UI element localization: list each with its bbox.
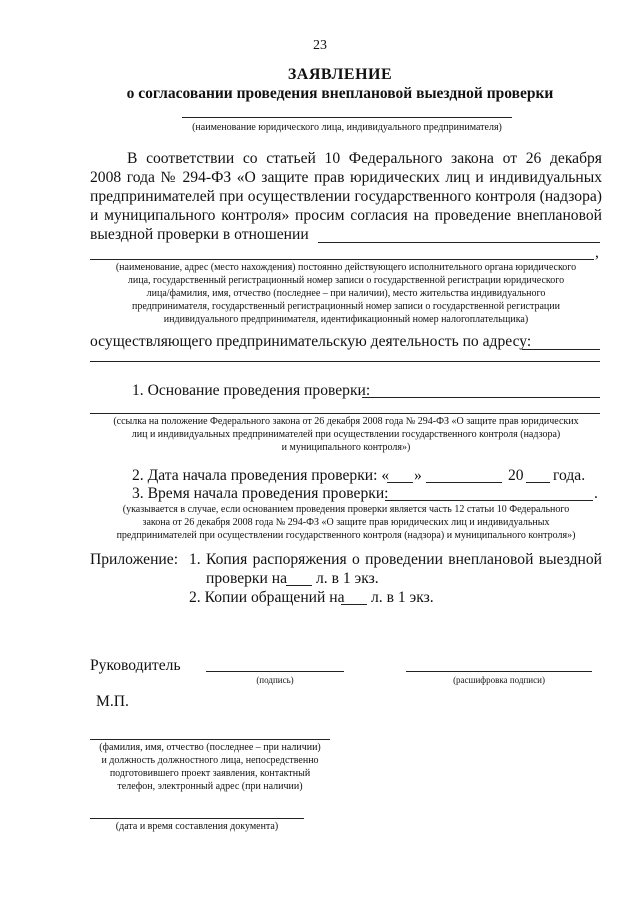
preparer-caption-1: (фамилия, имя, отчество (последнее – при наличии) xyxy=(99,742,321,753)
intro-line-3: предпринимателей при осуществлении государственного контроля (надзора) xyxy=(90,188,602,205)
start-year-prefix: 20 xyxy=(508,467,524,484)
target-caption-1: (наименование, адрес (место нахождения) постоянно действующего исполнительного органа юридического xyxy=(115,262,577,273)
start-date-label: 2. Дата начала проведения проверки: « xyxy=(132,467,390,484)
applicant-name-caption: (наименование юридического лица, индивидуального предпринимателя) xyxy=(192,122,502,133)
address-input-line-1[interactable] xyxy=(522,349,600,350)
page-number: 23 xyxy=(313,38,327,53)
target-input-line-1[interactable] xyxy=(318,242,600,243)
preparer-caption-4: телефон, электронный адрес (при наличии) xyxy=(117,781,303,792)
attachment-1-line-1: 1. Копия распоряжения о проведении внеплановой выездной xyxy=(189,551,602,568)
target-caption-3: лица/фамилия, имя, отчество (последнее – при наличии), место жительства индивидуального xyxy=(146,288,546,299)
attachment-2-line-b: л. в 1 экз. xyxy=(371,589,434,606)
start-time-input[interactable] xyxy=(385,500,593,501)
preparer-caption-3: подготовившего проект заявления, контактный xyxy=(109,768,311,779)
start-time-end: . xyxy=(594,485,598,502)
start-year-suffix: года. xyxy=(553,467,586,484)
start-time-label: 3. Время начала проведения проверки: xyxy=(132,485,389,502)
head-label: Руководитель xyxy=(90,657,181,674)
start-month-input[interactable] xyxy=(426,482,502,483)
time-caption-1: (указывается в случае, если основанием проведения проверки является часть 12 статьи 10 Федерального xyxy=(122,504,570,515)
basis-caption-1: (ссылка на положение Федерального закона от 26 декабря 2008 года № 294-ФЗ «О защите прав юридических xyxy=(113,416,579,427)
start-day-quote-close: » xyxy=(414,467,422,484)
signature-decode-input-line[interactable] xyxy=(406,671,592,672)
address-input-line-2[interactable] xyxy=(90,361,600,362)
basis-input-line-1[interactable] xyxy=(362,397,600,398)
stamp-label: М.П. xyxy=(96,693,129,710)
start-year-input[interactable] xyxy=(526,482,550,483)
signature-decode-caption: (расшифровка подписи) xyxy=(453,675,545,685)
document-date-caption: (дата и время составления документа) xyxy=(115,821,279,832)
target-input-line-2[interactable] xyxy=(90,259,594,260)
intro-line-1: В соответствии со статьей 10 Федерального закона от 26 декабря xyxy=(127,150,602,167)
document-subtitle: о согласовании проведения внеплановой выездной проверки xyxy=(126,85,554,102)
basis-caption-3: и муниципального контроля») xyxy=(281,442,411,453)
target-line-comma: , xyxy=(595,244,599,261)
attachment-2-pages-input[interactable] xyxy=(341,604,367,605)
signature-caption: (подпись) xyxy=(256,675,294,685)
signature-input-line[interactable] xyxy=(206,671,344,672)
intro-line-4: и муниципального контроля» просим согласия на проведение внеплановой xyxy=(90,207,602,224)
applicant-name-line[interactable] xyxy=(182,117,512,118)
document-date-input-line[interactable] xyxy=(90,818,304,819)
target-caption-5: индивидуального предпринимателя, идентификационный номер налогоплательщика) xyxy=(163,314,529,325)
time-caption-2: закона от 26 декабря 2008 года № 294-ФЗ «О защите прав юридических лиц и индивидуальных xyxy=(142,517,550,528)
basis-label: 1. Основание проведения проверки: xyxy=(132,382,371,399)
basis-input-line-2[interactable] xyxy=(90,413,600,414)
start-day-input[interactable] xyxy=(387,482,413,483)
time-caption-3: предпринимателей при осуществлении государственного контроля (надзора) и муниципального контроля») xyxy=(116,530,576,541)
attachment-2-line-a: 2. Копии обращений на xyxy=(189,589,345,606)
preparer-input-line[interactable] xyxy=(90,739,330,740)
target-caption-2: лица, государственный регистрационный номер записи о государственной регистрации юридического xyxy=(127,275,565,286)
target-caption-4: предпринимателя, государственный регистрационный номер записи о государственной регистрации xyxy=(132,301,560,312)
intro-line-2: 2008 года № 294-ФЗ «О защите прав юридических лиц и индивидуальных xyxy=(90,169,602,186)
intro-line-5: выездной проверки в отношении xyxy=(90,226,309,243)
address-label: осуществляющего предпринимательскую деятельность по адресу: xyxy=(90,333,532,350)
preparer-caption-2: и должность должностного лица, непосредственно xyxy=(101,755,319,766)
attachment-1-line-2a: проверки на xyxy=(206,570,288,587)
attachments-label: Приложение: xyxy=(90,551,179,568)
attachment-1-pages-input[interactable] xyxy=(286,585,312,586)
attachment-1-line-2b: л. в 1 экз. xyxy=(316,570,379,587)
basis-caption-2: лиц и индивидуальных предпринимателей при осуществлении государственного контроля (надзора) xyxy=(131,429,561,440)
document-title: ЗАЯВЛЕНИЕ xyxy=(287,66,393,83)
